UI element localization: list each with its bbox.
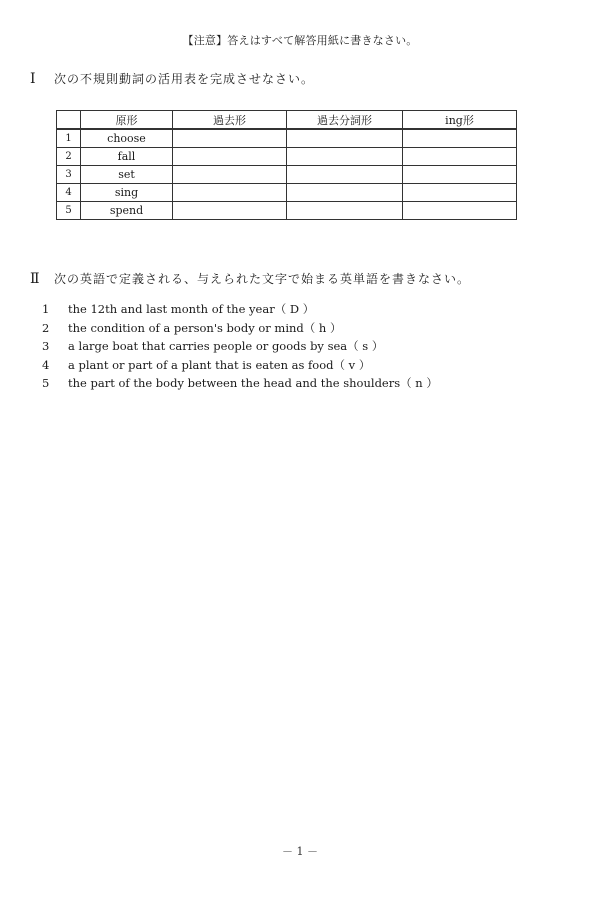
row-number: 2 [57, 148, 81, 166]
list-item [42, 337, 438, 356]
list-item [42, 319, 438, 338]
header-number [57, 111, 81, 130]
section-2-number: Ⅱ [30, 271, 40, 287]
section-2-heading [30, 270, 470, 287]
past-answer-cell [173, 166, 287, 184]
section-1-number: Ⅰ [30, 71, 36, 87]
notice-header: 【注意】答えはすべて解答用紙に書きなさい。 [182, 34, 418, 47]
past-participle-answer-cell [287, 202, 403, 220]
ing-answer-cell [403, 184, 517, 202]
base-form-cell: fall [81, 148, 173, 166]
header-past-participle: 過去分詞形 [287, 111, 403, 130]
past-answer-cell [173, 202, 287, 220]
definition-text: the part of the body between the head and the shoulders（ n ） [68, 376, 438, 391]
page-number: － 1 － [282, 845, 318, 858]
section-1-heading [30, 70, 314, 87]
header-ing-form: ing形 [403, 111, 517, 130]
past-participle-answer-cell [287, 129, 403, 148]
item-number: 3 [42, 339, 50, 354]
item-number: 5 [42, 376, 50, 391]
table-header-row [57, 111, 517, 130]
item-number: 1 [42, 302, 50, 317]
past-answer-cell [173, 148, 287, 166]
table-row [57, 202, 517, 220]
row-number: 4 [57, 184, 81, 202]
ing-answer-cell [403, 166, 517, 184]
section-1-instruction: 次の不規則動詞の活用表を完成させなさい。 [54, 72, 315, 86]
table-row [57, 129, 517, 148]
base-form-cell: spend [81, 202, 173, 220]
past-answer-cell [173, 129, 287, 148]
list-item [42, 356, 438, 375]
header-past: 過去形 [173, 111, 287, 130]
base-form-cell: sing [81, 184, 173, 202]
definition-text: a large boat that carries people or goods by sea（ s ） [68, 339, 384, 354]
item-number: 4 [42, 357, 50, 372]
past-answer-cell [173, 184, 287, 202]
definition-text: the condition of a person's body or mind（ h ） [68, 320, 342, 335]
definition-text: a plant or part of a plant that is eaten as food（ v ） [68, 357, 371, 372]
item-number: 2 [42, 320, 50, 335]
past-participle-answer-cell [287, 184, 403, 202]
row-number: 5 [57, 202, 81, 220]
header-base-form: 原形 [81, 111, 173, 130]
past-participle-answer-cell [287, 148, 403, 166]
definition-list [42, 300, 438, 393]
table-row [57, 148, 517, 166]
table-row [57, 184, 517, 202]
row-number: 1 [57, 129, 81, 148]
base-form-cell: choose [81, 129, 173, 148]
ing-answer-cell [403, 129, 517, 148]
base-form-cell: set [81, 166, 173, 184]
list-item [42, 374, 438, 393]
table-row [57, 166, 517, 184]
verb-conjugation-table [56, 110, 517, 220]
ing-answer-cell [403, 148, 517, 166]
row-number: 3 [57, 166, 81, 184]
ing-answer-cell [403, 202, 517, 220]
list-item [42, 300, 438, 319]
section-2-instruction: 次の英語で定義される、与えられた文字で始まる英単語を書きなさい。 [54, 272, 471, 286]
definition-text: the 12th and last month of the year（ D ） [68, 302, 315, 317]
past-participle-answer-cell [287, 166, 403, 184]
